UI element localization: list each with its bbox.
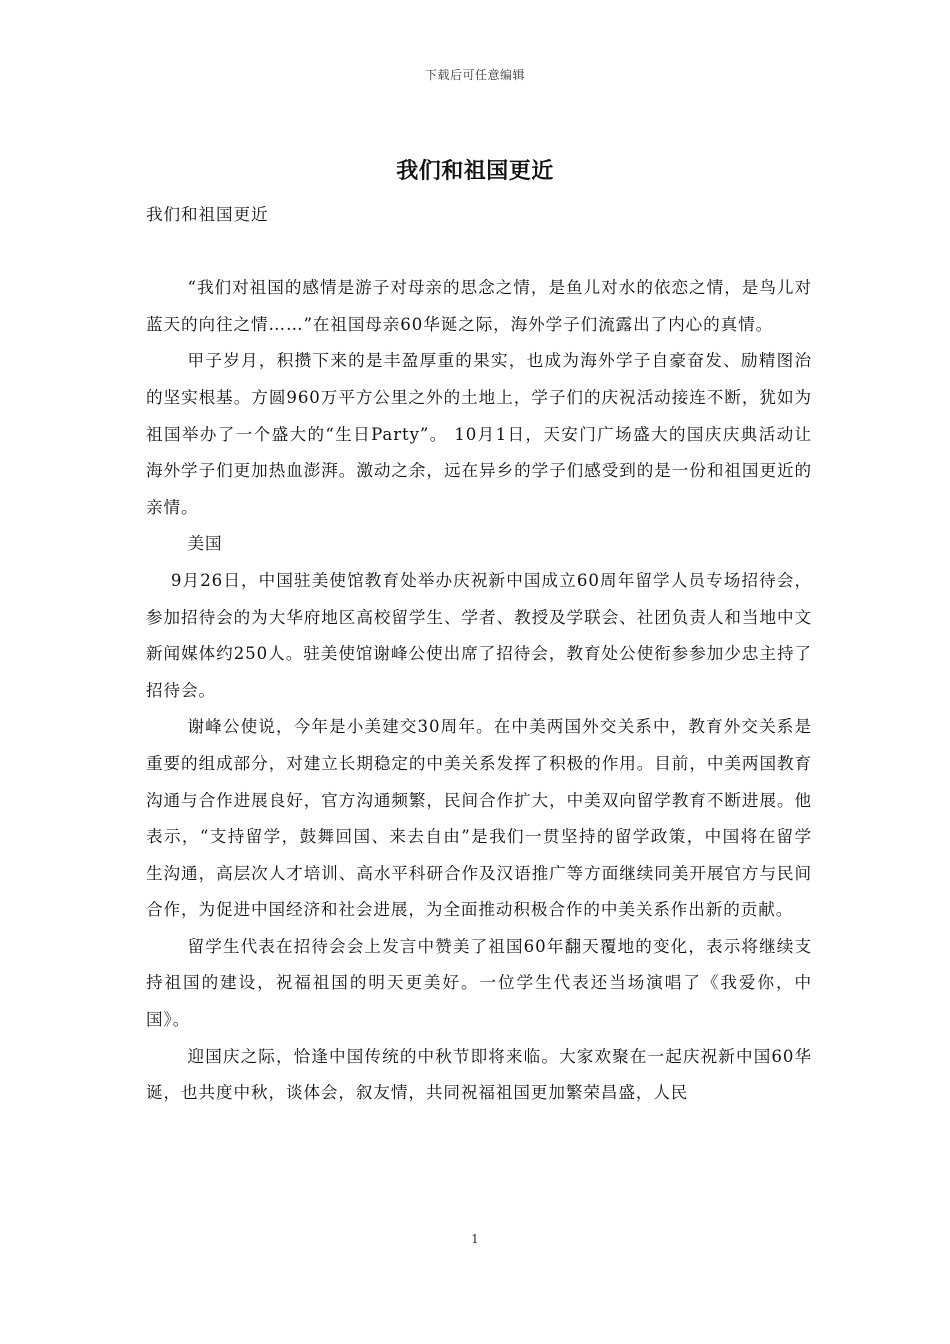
- page-header-note: 下载后可任意编辑: [424, 68, 525, 82]
- section-heading-usa: 美国: [187, 534, 223, 554]
- paragraph-jiazi: 甲子岁月，积攒下来的是丰盈厚重的果实，也成为海外学子自豪奋发、励精图治的坚实根基。方圆960万平方公里之外的土地上，学子们的庆祝活动接连不断，犹如为祖国举办了一个盛大的“生日Party”。 10月1日，天安门广场盛大的国庆庆典活动让海外学子们更加热血澎湃。激动之余，远在异乡的学子们感受到的是一份和祖国更近的亲情。: [146, 351, 812, 517]
- paragraph-student-representative: 留学生代表在招待会会上发言中赞美了祖国60年翻天覆地的变化，表示将继续支持祖国的建设，祝福祖国的明天更美好。一位学生代表还当场演唱了《我爱你，中国》。: [146, 936, 812, 1030]
- paragraph-reception: 9月26日，中国驻美使馆教育处举办庆祝新中国成立60周年留学人员专场招待会，参加招待会的为大华府地区高校留学生、学者、教授及学联会、社团负责人和当地中文新闻媒体约250人。驻美使馆谢峰公使出席了招待会，教育处公使衔参参加少忠主持了招待会。: [146, 570, 812, 700]
- paragraph-mid-autumn: 迎国庆之际，恰逢中国传统的中秋节即将来临。大家欢聚在一起庆祝新中国60华诞，也共度中秋，谈体会，叙友情，共同祝福祖国更加繁荣昌盛，人民: [146, 1046, 812, 1103]
- document-body: [146, 197, 812, 1112]
- document-title: 我们和祖国更近: [396, 158, 554, 184]
- document-subtitle: 我们和祖国更近: [146, 205, 269, 224]
- paragraph-minister-speech: 谢峰公使说，今年是小美建交30周年。在中美两国外交关系中，教育外交关系是重要的组成部分，对建立长期稳定的中美关系发挥了积极的作用。目前，中美两国教育沟通与合作进展良好，官方沟通频繁，民间合作扩大，中美双向留学教育不断进展。他表示，“支持留学，鼓舞回国、来去自由”是我们一贯坚持的留学政策，中国将在留学生沟通，高层次人才培训、高水平科研合作及汉语推广等方面继续同美开展官方与民间合作，为促进中国经济和社会进展，为全面推动积极合作的中美关系作出新的贡献。: [146, 717, 812, 920]
- paragraph-intro: “我们对祖国的感情是游子对母亲的思念之情，是鱼儿对水的依恋之情，是鸟儿对蓝天的向往之情……”在祖国母亲60华诞之际，海外学子们流露出了内心的真情。: [146, 278, 812, 334]
- page-number: 1: [471, 1232, 479, 1246]
